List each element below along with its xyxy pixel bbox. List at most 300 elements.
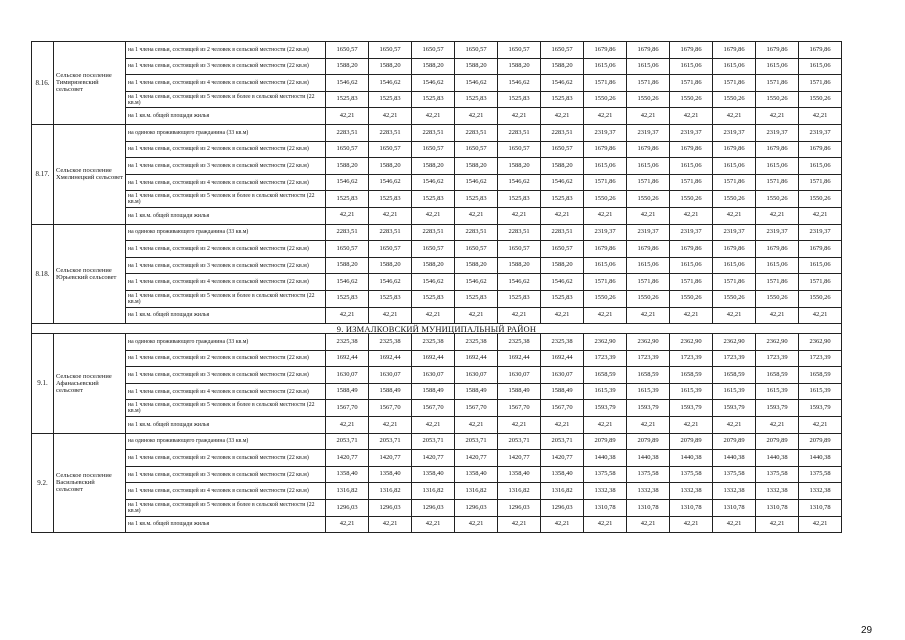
cost-value: 42,21 xyxy=(670,516,713,533)
cost-value: 1567,70 xyxy=(455,400,498,417)
cost-value: 1375,58 xyxy=(584,466,627,483)
cost-value: 1550,26 xyxy=(627,191,670,208)
cost-value: 1546,62 xyxy=(498,274,541,291)
cost-value: 42,21 xyxy=(326,417,369,434)
cost-value: 42,21 xyxy=(799,108,842,125)
cost-value: 1525,83 xyxy=(498,191,541,208)
table-row xyxy=(32,108,842,125)
cost-value: 1692,44 xyxy=(326,350,369,367)
cost-value: 1679,86 xyxy=(627,241,670,258)
cost-value: 1546,62 xyxy=(326,274,369,291)
cost-value: 1630,07 xyxy=(369,367,412,384)
table-row xyxy=(32,174,842,191)
cost-value: 1358,40 xyxy=(369,466,412,483)
table-row xyxy=(32,307,842,324)
cost-value: 1525,83 xyxy=(369,191,412,208)
cost-value: 2283,51 xyxy=(455,124,498,141)
cost-value: 1615,06 xyxy=(584,58,627,75)
cost-value: 42,21 xyxy=(627,207,670,224)
cost-value: 1525,83 xyxy=(412,91,455,108)
cost-value: 1615,06 xyxy=(713,158,756,175)
cost-value: 1332,38 xyxy=(670,483,713,500)
cost-value: 1615,06 xyxy=(584,257,627,274)
cost-value: 1588,20 xyxy=(541,58,584,75)
table-row xyxy=(32,417,842,434)
table-row xyxy=(32,257,842,274)
district-header: 9. ИЗМАЛКОВСКИЙ МУНИЦИПАЛЬНЫЙ РАЙОН xyxy=(32,324,842,334)
cost-value: 1723,39 xyxy=(670,350,713,367)
cost-value: 1630,07 xyxy=(326,367,369,384)
cost-value: 42,21 xyxy=(756,516,799,533)
cost-value: 1571,86 xyxy=(584,174,627,191)
cost-value: 2053,71 xyxy=(326,433,369,450)
cost-value: 1550,26 xyxy=(584,91,627,108)
cost-value: 42,21 xyxy=(369,108,412,125)
cost-value: 1546,62 xyxy=(369,274,412,291)
cost-value: 1332,38 xyxy=(627,483,670,500)
cost-value: 1550,26 xyxy=(627,290,670,307)
cost-value: 1316,82 xyxy=(412,483,455,500)
cost-value: 1679,86 xyxy=(713,141,756,158)
cost-value: 1546,62 xyxy=(412,174,455,191)
cost-value: 1375,58 xyxy=(713,466,756,483)
cost-value: 1440,38 xyxy=(670,450,713,467)
cost-value: 1440,38 xyxy=(627,450,670,467)
cost-value: 2053,71 xyxy=(369,433,412,450)
cost-value: 1588,49 xyxy=(326,383,369,400)
cost-value: 1550,26 xyxy=(670,191,713,208)
norm-description: на 1 члена семьи, состоящей из 5 человек и более в сельской местности (22 кв.м) xyxy=(126,400,326,417)
cost-value: 1571,86 xyxy=(756,174,799,191)
norm-description: на 1 члена семьи, состоящей из 5 человек и более в сельской местности (22 кв.м) xyxy=(126,290,326,307)
cost-value: 1723,39 xyxy=(584,350,627,367)
cost-value: 2319,37 xyxy=(670,224,713,241)
cost-value: 1679,86 xyxy=(713,241,756,258)
cost-value: 1615,39 xyxy=(713,383,756,400)
cost-value: 2362,90 xyxy=(670,334,713,351)
cost-value: 1615,06 xyxy=(799,257,842,274)
cost-value: 1588,49 xyxy=(455,383,498,400)
cost-value: 1546,62 xyxy=(455,75,498,92)
table-row xyxy=(32,290,842,307)
cost-value: 1332,38 xyxy=(584,483,627,500)
cost-value: 1650,57 xyxy=(455,141,498,158)
cost-value: 1650,57 xyxy=(541,42,584,59)
norm-description: на 1 члена семьи, состоящей из 4 человек в сельской местности (22 кв.м) xyxy=(126,75,326,92)
cost-value: 2283,51 xyxy=(498,124,541,141)
cost-value: 1588,20 xyxy=(541,257,584,274)
cost-value: 1658,59 xyxy=(799,367,842,384)
cost-value: 42,21 xyxy=(584,108,627,125)
cost-value: 42,21 xyxy=(584,516,627,533)
cost-value: 1550,26 xyxy=(756,290,799,307)
cost-value: 1692,44 xyxy=(455,350,498,367)
cost-value: 1615,06 xyxy=(670,257,713,274)
cost-value: 1358,40 xyxy=(326,466,369,483)
page-number: 29 xyxy=(861,625,873,636)
norm-description: на 1 члена семьи, состоящей из 2 человек в сельской местности (22 кв.м) xyxy=(126,450,326,467)
cost-value: 1630,07 xyxy=(455,367,498,384)
settlement-name: Сельское поселение Юрьевский сельсовет xyxy=(54,224,126,324)
cost-value: 1723,39 xyxy=(627,350,670,367)
cost-value: 1650,57 xyxy=(541,241,584,258)
cost-value: 1546,62 xyxy=(498,75,541,92)
table-row xyxy=(32,383,842,400)
cost-value: 42,21 xyxy=(412,417,455,434)
cost-value: 1679,86 xyxy=(713,42,756,59)
cost-value: 1525,83 xyxy=(455,91,498,108)
cost-value: 1571,86 xyxy=(670,75,713,92)
cost-value: 1550,26 xyxy=(627,91,670,108)
cost-value: 1650,57 xyxy=(498,141,541,158)
cost-value: 1658,59 xyxy=(756,367,799,384)
cost-value: 1546,62 xyxy=(498,174,541,191)
table-row xyxy=(32,516,842,533)
cost-value: 2319,37 xyxy=(584,224,627,241)
cost-value: 2283,51 xyxy=(455,224,498,241)
cost-value: 42,21 xyxy=(584,307,627,324)
cost-value: 1588,49 xyxy=(369,383,412,400)
cost-value: 1588,20 xyxy=(498,257,541,274)
cost-value: 42,21 xyxy=(455,516,498,533)
table-row xyxy=(32,433,842,450)
cost-value: 42,21 xyxy=(455,417,498,434)
cost-value: 1679,86 xyxy=(584,141,627,158)
table-row xyxy=(32,400,842,417)
cost-value: 1650,57 xyxy=(498,241,541,258)
cost-value: 42,21 xyxy=(412,207,455,224)
cost-value: 1588,20 xyxy=(369,58,412,75)
cost-value: 2319,37 xyxy=(756,224,799,241)
settlement-name: Сельское поселение Афанасьевский сельсовет xyxy=(54,334,126,434)
cost-value: 1588,49 xyxy=(498,383,541,400)
cost-value: 1550,26 xyxy=(584,290,627,307)
cost-value: 42,21 xyxy=(498,417,541,434)
cost-value: 42,21 xyxy=(369,207,412,224)
cost-value: 1692,44 xyxy=(412,350,455,367)
cost-value: 1316,82 xyxy=(326,483,369,500)
cost-value: 2362,90 xyxy=(713,334,756,351)
settlement-name: Сельское поселение Хмелинецкий сельсовет xyxy=(54,124,126,224)
cost-value: 42,21 xyxy=(756,307,799,324)
table-row xyxy=(32,350,842,367)
cost-value: 1650,57 xyxy=(412,141,455,158)
norm-description: на 1 члена семьи, состоящей из 2 человек в сельской местности (22 кв.м) xyxy=(126,42,326,59)
cost-value: 1571,86 xyxy=(627,75,670,92)
cost-value: 1310,78 xyxy=(799,500,842,517)
cost-value: 42,21 xyxy=(756,108,799,125)
cost-value: 1550,26 xyxy=(799,91,842,108)
cost-value: 1679,86 xyxy=(756,241,799,258)
norm-description: на 1 члена семьи, состоящей из 3 человек в сельской местности (22 кв.м) xyxy=(126,257,326,274)
cost-value: 1550,26 xyxy=(670,290,713,307)
cost-value: 1550,26 xyxy=(756,191,799,208)
cost-value: 1571,86 xyxy=(799,274,842,291)
norm-description: на 1 члена семьи, состоящей из 5 человек и более в сельской местности (22 кв.м) xyxy=(126,91,326,108)
cost-value: 1546,62 xyxy=(369,174,412,191)
cost-value: 42,21 xyxy=(584,207,627,224)
cost-value: 2362,90 xyxy=(756,334,799,351)
cost-value: 1588,20 xyxy=(498,158,541,175)
table-row xyxy=(32,124,842,141)
cost-value: 1658,59 xyxy=(713,367,756,384)
cost-value: 1650,57 xyxy=(412,241,455,258)
cost-value: 1571,86 xyxy=(756,75,799,92)
cost-value: 1571,86 xyxy=(713,75,756,92)
cost-value: 2053,71 xyxy=(455,433,498,450)
cost-value: 1525,83 xyxy=(541,91,584,108)
settlement-index: 8.18. xyxy=(32,224,54,324)
norm-description: на 1 члена семьи, состоящей из 2 человек в сельской местности (22 кв.м) xyxy=(126,241,326,258)
cost-value: 1571,86 xyxy=(799,75,842,92)
norm-description: на 1 члена семьи, состоящей из 3 человек в сельской местности (22 кв.м) xyxy=(126,158,326,175)
cost-value: 1615,39 xyxy=(756,383,799,400)
cost-value: 1615,06 xyxy=(670,158,713,175)
cost-value: 42,21 xyxy=(541,516,584,533)
norm-description: на 1 члена семьи, состоящей из 4 человек в сельской местности (22 кв.м) xyxy=(126,274,326,291)
norm-description: на 1 кв.м. общей площади жилья xyxy=(126,207,326,224)
cost-value: 2319,37 xyxy=(584,124,627,141)
table-row xyxy=(32,466,842,483)
cost-value: 42,21 xyxy=(799,307,842,324)
cost-value: 1420,77 xyxy=(412,450,455,467)
cost-value: 1296,03 xyxy=(455,500,498,517)
cost-value: 1588,20 xyxy=(412,158,455,175)
cost-value: 1630,07 xyxy=(541,367,584,384)
cost-value: 1550,26 xyxy=(713,191,756,208)
norm-description: на 1 члена семьи, состоящей из 2 человек в сельской местности (22 кв.м) xyxy=(126,350,326,367)
cost-value: 1650,57 xyxy=(412,42,455,59)
cost-value: 2079,89 xyxy=(713,433,756,450)
cost-value: 1546,62 xyxy=(326,174,369,191)
norm-description: на 1 кв.м. общей площади жилья xyxy=(126,516,326,533)
cost-value: 1588,20 xyxy=(455,158,498,175)
norm-description: на 1 члена семьи, состоящей из 3 человек в сельской местности (22 кв.м) xyxy=(126,367,326,384)
cost-value: 42,21 xyxy=(713,516,756,533)
norm-description: на 1 члена семьи, состоящей из 4 человек в сельской местности (22 кв.м) xyxy=(126,483,326,500)
cost-value: 1588,20 xyxy=(326,58,369,75)
cost-value: 1723,39 xyxy=(756,350,799,367)
norm-description: на 1 члена семьи, состоящей из 4 человек в сельской местности (22 кв.м) xyxy=(126,174,326,191)
cost-value: 1615,06 xyxy=(756,58,799,75)
cost-value: 42,21 xyxy=(498,307,541,324)
cost-value: 1525,83 xyxy=(412,290,455,307)
cost-value: 42,21 xyxy=(627,307,670,324)
cost-value: 1375,58 xyxy=(670,466,713,483)
cost-value: 1588,20 xyxy=(455,257,498,274)
cost-value: 1588,20 xyxy=(326,158,369,175)
cost-value: 1588,20 xyxy=(326,257,369,274)
cost-value: 1550,26 xyxy=(756,91,799,108)
cost-value: 2319,37 xyxy=(713,224,756,241)
cost-value: 1588,49 xyxy=(541,383,584,400)
cost-value: 2283,51 xyxy=(326,224,369,241)
cost-value: 42,21 xyxy=(799,516,842,533)
cost-value: 1550,26 xyxy=(799,191,842,208)
cost-value: 1525,83 xyxy=(541,191,584,208)
cost-value: 42,21 xyxy=(498,207,541,224)
cost-value: 1358,40 xyxy=(412,466,455,483)
cost-value: 1650,57 xyxy=(498,42,541,59)
table-row xyxy=(32,450,842,467)
cost-value: 1571,86 xyxy=(670,274,713,291)
cost-value: 1420,77 xyxy=(498,450,541,467)
cost-value: 1550,26 xyxy=(713,290,756,307)
cost-value: 1550,26 xyxy=(713,91,756,108)
settlement-index: 8.17. xyxy=(32,124,54,224)
cost-value: 1650,57 xyxy=(326,42,369,59)
cost-value: 1650,57 xyxy=(455,241,498,258)
cost-value: 1310,78 xyxy=(756,500,799,517)
cost-value: 1571,86 xyxy=(584,75,627,92)
norm-description: на 1 члена семьи, состоящей из 2 человек в сельской местности (22 кв.м) xyxy=(126,141,326,158)
cost-value: 1332,38 xyxy=(713,483,756,500)
norm-description: на 1 члена семьи, состоящей из 4 человек в сельской местности (22 кв.м) xyxy=(126,383,326,400)
cost-value: 2362,90 xyxy=(799,334,842,351)
cost-value: 1593,79 xyxy=(670,400,713,417)
cost-value: 1525,83 xyxy=(412,191,455,208)
district-header-row xyxy=(32,324,842,334)
cost-value: 1440,38 xyxy=(584,450,627,467)
cost-value: 42,21 xyxy=(541,417,584,434)
cost-value: 1650,57 xyxy=(541,141,584,158)
cost-value: 1525,83 xyxy=(498,290,541,307)
cost-value: 2283,51 xyxy=(498,224,541,241)
cost-value: 1588,20 xyxy=(369,257,412,274)
cost-value: 1692,44 xyxy=(541,350,584,367)
cost-value: 1615,06 xyxy=(756,158,799,175)
norm-description: на 1 кв.м. общей площади жилья xyxy=(126,417,326,434)
cost-value: 42,21 xyxy=(455,108,498,125)
cost-value: 42,21 xyxy=(756,207,799,224)
norm-description: на 1 члена семьи, состоящей из 5 человек и более в сельской местности (22 кв.м) xyxy=(126,500,326,517)
cost-value: 42,21 xyxy=(670,417,713,434)
cost-value: 2053,71 xyxy=(541,433,584,450)
cost-value: 2283,51 xyxy=(412,224,455,241)
cost-value: 2079,89 xyxy=(627,433,670,450)
cost-value: 1358,40 xyxy=(455,466,498,483)
table-row xyxy=(32,483,842,500)
settlement-index: 9.1. xyxy=(32,334,54,434)
cost-value: 1296,03 xyxy=(541,500,584,517)
cost-value: 1571,86 xyxy=(713,174,756,191)
table-row xyxy=(32,91,842,108)
cost-value: 1615,06 xyxy=(584,158,627,175)
cost-value: 1332,38 xyxy=(756,483,799,500)
cost-value: 1316,82 xyxy=(369,483,412,500)
cost-value: 2079,89 xyxy=(799,433,842,450)
cost-value: 2362,90 xyxy=(627,334,670,351)
cost-value: 2319,37 xyxy=(799,224,842,241)
norm-description: на 1 кв.м. общей площади жилья xyxy=(126,108,326,125)
norm-description: на 1 члена семьи, состоящей из 3 человек в сельской местности (22 кв.м) xyxy=(126,466,326,483)
cost-value: 2283,51 xyxy=(412,124,455,141)
cost-value: 1615,39 xyxy=(799,383,842,400)
cost-value: 2079,89 xyxy=(670,433,713,450)
cost-value: 1571,86 xyxy=(756,274,799,291)
cost-value: 2283,51 xyxy=(541,124,584,141)
cost-value: 2053,71 xyxy=(498,433,541,450)
table-row xyxy=(32,42,842,59)
cost-value: 42,21 xyxy=(627,417,670,434)
cost-value: 42,21 xyxy=(412,307,455,324)
cost-value: 1525,83 xyxy=(498,91,541,108)
cost-value: 1310,78 xyxy=(670,500,713,517)
cost-value: 42,21 xyxy=(627,108,670,125)
table-row xyxy=(32,500,842,517)
table-row xyxy=(32,158,842,175)
cost-value: 1658,59 xyxy=(584,367,627,384)
cost-value: 1571,86 xyxy=(584,274,627,291)
cost-value: 42,21 xyxy=(498,516,541,533)
cost-value: 42,21 xyxy=(713,307,756,324)
cost-value: 1525,83 xyxy=(455,290,498,307)
cost-value: 1296,03 xyxy=(498,500,541,517)
cost-value: 1525,83 xyxy=(369,290,412,307)
cost-value: 1358,40 xyxy=(541,466,584,483)
cost-value: 1525,83 xyxy=(455,191,498,208)
cost-value: 1316,82 xyxy=(541,483,584,500)
cost-value: 1615,06 xyxy=(627,257,670,274)
norm-description: на одиноко проживающего гражданина (33 кв.м) xyxy=(126,124,326,141)
cost-value: 1658,59 xyxy=(627,367,670,384)
norm-description: на одиноко проживающего гражданина (33 кв.м) xyxy=(126,433,326,450)
cost-value: 1296,03 xyxy=(412,500,455,517)
cost-value: 1420,77 xyxy=(455,450,498,467)
table-row xyxy=(32,334,842,351)
table-row xyxy=(32,241,842,258)
cost-value: 42,21 xyxy=(369,516,412,533)
cost-value: 1358,40 xyxy=(498,466,541,483)
cost-value: 1615,06 xyxy=(627,58,670,75)
table-row xyxy=(32,274,842,291)
cost-value: 42,21 xyxy=(756,417,799,434)
cost-value: 42,21 xyxy=(670,108,713,125)
cost-value: 42,21 xyxy=(584,417,627,434)
cost-value: 42,21 xyxy=(541,108,584,125)
cost-value: 1420,77 xyxy=(369,450,412,467)
cost-value: 1440,38 xyxy=(799,450,842,467)
cost-value: 42,21 xyxy=(713,207,756,224)
cost-value: 42,21 xyxy=(326,516,369,533)
cost-value: 1615,06 xyxy=(799,58,842,75)
cost-value: 1650,57 xyxy=(455,42,498,59)
cost-value: 1567,70 xyxy=(498,400,541,417)
cost-value: 1571,86 xyxy=(627,274,670,291)
cost-value: 1615,06 xyxy=(713,58,756,75)
cost-value: 42,21 xyxy=(326,207,369,224)
cost-value: 1679,86 xyxy=(584,42,627,59)
cost-value: 1567,70 xyxy=(541,400,584,417)
table-row xyxy=(32,367,842,384)
cost-value: 1296,03 xyxy=(326,500,369,517)
cost-value: 1525,83 xyxy=(541,290,584,307)
cost-value: 1588,20 xyxy=(541,158,584,175)
norm-description: на одиноко проживающего гражданина (33 кв.м) xyxy=(126,334,326,351)
cost-value: 1571,86 xyxy=(713,274,756,291)
cost-value: 1650,57 xyxy=(326,241,369,258)
cost-value: 1593,79 xyxy=(756,400,799,417)
cost-value: 1546,62 xyxy=(412,274,455,291)
cost-value: 1679,86 xyxy=(756,141,799,158)
cost-value: 1546,62 xyxy=(369,75,412,92)
settlement-index: 8.16. xyxy=(32,42,54,125)
cost-value: 1679,86 xyxy=(627,141,670,158)
cost-value: 1375,58 xyxy=(756,466,799,483)
cost-value: 1615,06 xyxy=(627,158,670,175)
cost-value: 1679,86 xyxy=(799,141,842,158)
table-row xyxy=(32,58,842,75)
